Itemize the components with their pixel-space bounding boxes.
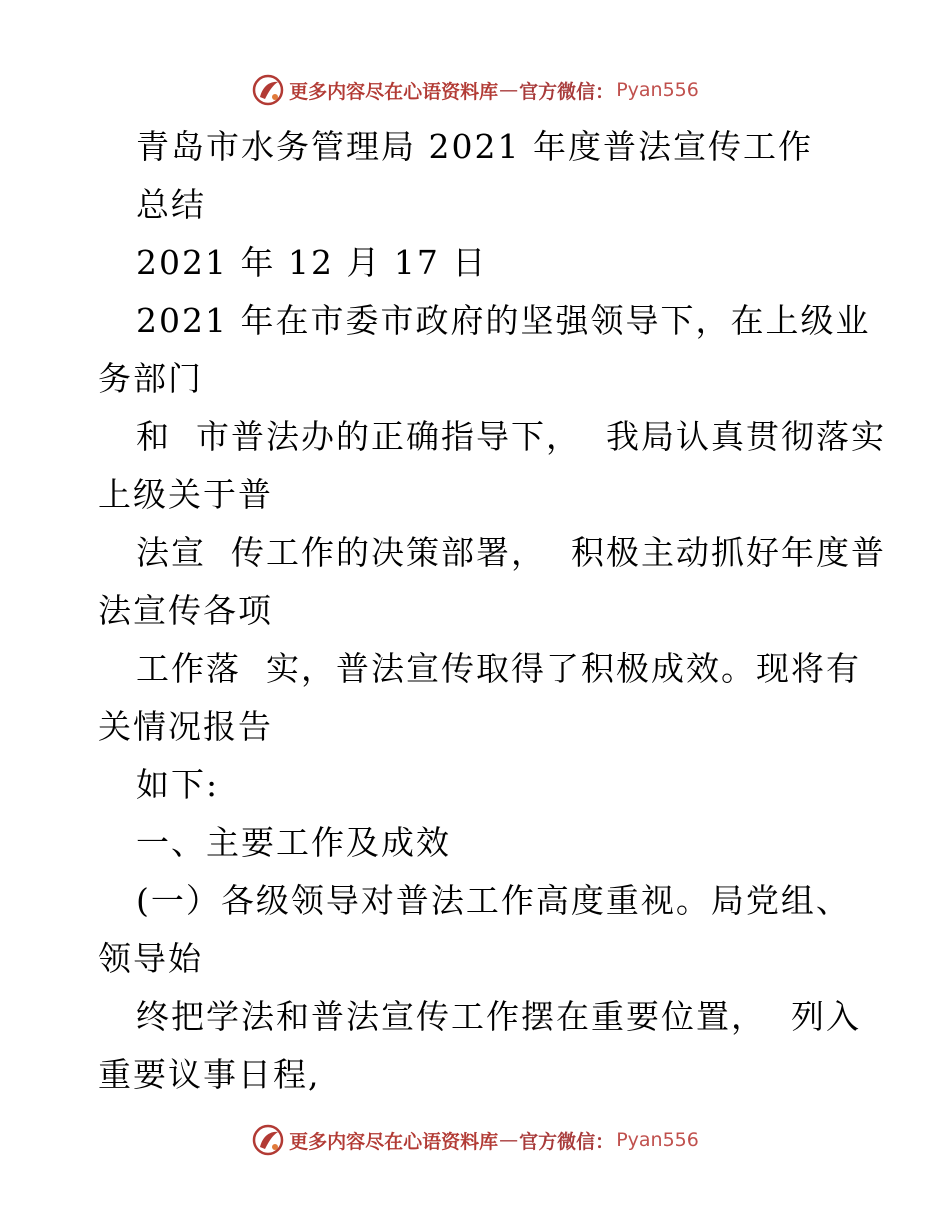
document-line: 务部门 <box>98 359 203 398</box>
banner-wechat-id: Pyan556 <box>616 79 699 101</box>
banner-wechat-label: 官方微信： <box>519 80 615 103</box>
document-line: 青岛市水务管理局 2021 年度普法宣传工作 <box>136 127 813 166</box>
brand-logo-icon <box>251 73 285 107</box>
document-line: (一）各级领导对普法工作高度重视。局党组、 <box>136 881 851 920</box>
document-line: 关情况报告 <box>98 707 273 746</box>
document-body <box>98 118 886 1104</box>
document-line: 重要议事日程, <box>98 1055 321 1094</box>
document-line: 和 市普法办的正确指导下， 我局认真贯彻落实 <box>136 417 886 456</box>
banner-brand-text: 更多内容尽在心语资料库 <box>289 1130 499 1153</box>
document-line: 法宣传各项 <box>98 591 273 630</box>
document-line: 如下: <box>136 765 220 804</box>
document-line: 总结 <box>136 185 206 224</box>
banner-dash: — <box>499 79 519 101</box>
header-watermark-banner <box>0 72 950 108</box>
document-line: 一、主要工作及成效 <box>136 823 451 862</box>
document-line: 2021 年在市委市政府的坚强领导下，在上级业 <box>136 301 871 340</box>
banner-wechat-id: Pyan556 <box>616 1129 699 1151</box>
document-line: 上级关于普 <box>98 475 273 514</box>
document-line: 终把学法和普法宣传工作摆在重要位置， 列入 <box>136 997 861 1036</box>
banner-brand-text: 更多内容尽在心语资料库 <box>289 80 499 103</box>
banner-dash: — <box>499 1129 519 1151</box>
document-line: 法宣 传工作的决策部署， 积极主动抓好年度普 <box>136 533 886 572</box>
banner-wechat-label: 官方微信： <box>519 1130 615 1153</box>
document-line: 工作落 实，普法宣传取得了积极成效。现将有 <box>136 649 861 688</box>
document-line: 2021 年 12 月 17 日 <box>136 243 488 282</box>
document-line: 领导始 <box>98 939 203 978</box>
footer-watermark-banner <box>0 1122 950 1158</box>
brand-logo-icon <box>251 1123 285 1157</box>
